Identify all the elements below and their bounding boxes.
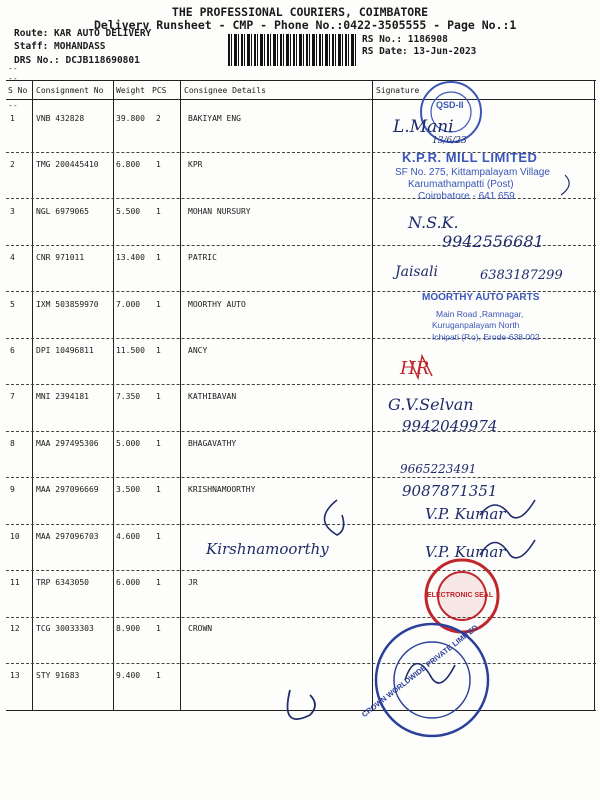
row-consignment-no: TCG 30033303 bbox=[36, 624, 94, 634]
handwritten-phone2-row8: 9087871351 bbox=[402, 482, 498, 500]
row-weight: 6.800 bbox=[116, 160, 141, 170]
row-consignee: KPR bbox=[188, 160, 203, 170]
rs-date: RS Date: 13-Jun-2023 bbox=[362, 46, 477, 57]
rs-number: RS No.: 1186908 bbox=[362, 34, 448, 45]
row-consignment-no: NGL 6979065 bbox=[36, 206, 89, 216]
row-pcs: 2 bbox=[156, 114, 161, 123]
row-sno: 4 bbox=[10, 253, 15, 263]
row-weight: 4.600 bbox=[116, 531, 141, 541]
row-sno: 5 bbox=[10, 299, 15, 309]
handwritten-name-row10: Kirshnamoorthy bbox=[206, 540, 329, 558]
row-consignment-no: DPI 10496811 bbox=[36, 346, 94, 355]
handwritten-sig-row6: HR bbox=[400, 358, 430, 379]
column-header-sno: S No bbox=[8, 86, 28, 95]
column-header-pcs: PCS bbox=[152, 86, 167, 95]
row-consignee: ANCY bbox=[188, 346, 208, 355]
row-sno: 7 bbox=[10, 392, 15, 402]
handwritten-phone1-row8: 9665223491 bbox=[400, 462, 477, 476]
row-consignee: MOORTHY AUTO bbox=[188, 299, 246, 309]
row-weight: 7.000 bbox=[116, 299, 141, 309]
dash-mark: -- bbox=[8, 64, 18, 73]
handwritten-phone-row3: 9942556681 bbox=[442, 232, 544, 251]
row-consignment-no: MAA 297096703 bbox=[36, 531, 99, 541]
row-pcs: 1 bbox=[156, 670, 161, 680]
handwritten-sig-row10: V.P. Kumar bbox=[425, 543, 506, 561]
row-consignee: JR bbox=[188, 578, 198, 587]
signature-scribble bbox=[325, 500, 344, 535]
row-weight: 39.800 bbox=[116, 114, 145, 123]
row-consignment-no: MAA 297096669 bbox=[36, 485, 99, 495]
column-header-consignment: Consignment No bbox=[36, 86, 104, 95]
row-sno: 9 bbox=[10, 485, 15, 495]
row-weight: 6.000 bbox=[116, 578, 141, 587]
row-sno: 6 bbox=[10, 346, 15, 355]
signature-scribble bbox=[288, 690, 316, 719]
row-consignment-no: STY 91683 bbox=[36, 670, 80, 680]
row-weight: 13.400 bbox=[116, 253, 145, 263]
moorthy-stamp-line3: Ichipati (P.o), Erode-638 002 bbox=[432, 332, 540, 342]
kpr-stamp-name: K.P.R. MILL LIMITED bbox=[402, 150, 538, 165]
column-header-consignee: Consignee Details bbox=[184, 86, 266, 95]
route-label: Route: KAR AUTO DELIVERY bbox=[14, 28, 152, 39]
dash-mark: -- bbox=[8, 74, 18, 83]
row-consignee: BHAGAVATHY bbox=[188, 438, 237, 448]
row-pcs: 1 bbox=[156, 160, 161, 170]
column-header-signature: Signature bbox=[376, 86, 420, 95]
kpr-stamp-line2: Karumathampatti (Post) bbox=[408, 179, 514, 190]
moorthy-stamp-line2: Kuruganpalayam North bbox=[432, 320, 520, 330]
crown-seal-text: CROWN WORLDWIDE PRIVATE LIMITED bbox=[360, 622, 480, 720]
row-pcs: 1 bbox=[156, 346, 161, 355]
kpr-stamp-line1: SF No. 275, Kittampalayam Village bbox=[395, 167, 550, 178]
signature-scribble bbox=[561, 175, 569, 195]
row-pcs: 1 bbox=[156, 253, 161, 263]
crown-seal-outer bbox=[376, 624, 488, 736]
row-consignment-no: MAA 297495306 bbox=[36, 438, 99, 448]
row-consignment-no: MNI 2394181 bbox=[36, 392, 89, 402]
row-pcs: 1 bbox=[156, 299, 161, 309]
company-title: THE PROFESSIONAL COURIERS, COIMBATORE bbox=[171, 5, 429, 19]
row-consignment-no: IXM 503859970 bbox=[36, 299, 99, 309]
row-consignment-no: TMG 200445410 bbox=[36, 160, 99, 170]
row-consignment-no: TRP 6343050 bbox=[36, 578, 89, 587]
row-sno: 1 bbox=[10, 114, 15, 123]
row-sno: 8 bbox=[10, 438, 15, 448]
handwritten-sig-row9: V.P. Kumar bbox=[425, 505, 506, 523]
drs-number: DRS No.: DCJB118690801 bbox=[14, 55, 140, 66]
row-sno: 2 bbox=[10, 160, 15, 170]
row-consignment-no: CNR 971011 bbox=[36, 253, 85, 263]
row-consignee: CROWN bbox=[188, 624, 213, 634]
row-weight: 11.500 bbox=[116, 346, 145, 355]
row-pcs: 1 bbox=[156, 624, 161, 634]
handwritten-sig-row1: L.Mani bbox=[393, 117, 454, 137]
row-consignee: KRISHNAMOORTHY bbox=[188, 485, 256, 495]
row-sno: 3 bbox=[10, 206, 15, 216]
dash-mark: -- bbox=[8, 101, 18, 110]
row-weight: 3.500 bbox=[116, 485, 141, 495]
row-weight: 5.500 bbox=[116, 206, 141, 216]
row-consignment-no: VNB 432828 bbox=[36, 114, 85, 123]
row-weight: 5.000 bbox=[116, 438, 141, 448]
row-weight: 9.400 bbox=[116, 670, 141, 680]
row-consignee: KATHIBAVAN bbox=[188, 392, 237, 402]
row-pcs: 1 bbox=[156, 438, 161, 448]
row-weight: 8.900 bbox=[116, 624, 141, 634]
row-pcs: 1 bbox=[156, 485, 161, 495]
kpr-stamp-line3: Coimbatore - 641 659 bbox=[418, 191, 515, 202]
row-pcs: 1 bbox=[156, 578, 161, 587]
column-header-weight: Weight bbox=[116, 86, 145, 95]
handwritten-sig-row3: N.S.K. bbox=[408, 213, 459, 232]
row-pcs: 1 bbox=[156, 531, 161, 541]
row-sno: 13 bbox=[10, 670, 20, 680]
row-consignee: MOHAN NURSURY bbox=[188, 206, 251, 216]
row-weight: 7.350 bbox=[116, 392, 141, 402]
handwritten-sig-row7: G.V.Selvan bbox=[388, 395, 474, 414]
handwritten-phone-row7: 9942049974 bbox=[402, 417, 498, 435]
row-pcs: 1 bbox=[156, 206, 161, 216]
row-consignee: PATRIC bbox=[188, 253, 217, 263]
row-sno: 12 bbox=[10, 624, 20, 634]
row-sno: 10 bbox=[10, 531, 20, 541]
handwritten-date-row1: 13/6/23 bbox=[432, 136, 467, 146]
row-pcs: 1 bbox=[156, 392, 161, 402]
row-sno: 11 bbox=[10, 578, 20, 587]
staff-label: Staff: MOHANDASS bbox=[14, 41, 106, 52]
handwritten-sig-row4: Jaisali bbox=[395, 264, 438, 280]
runsheet-title: Deliverv Runsheet - CMP - Phone No.:0422-3505555 - Page No.:1 bbox=[94, 18, 517, 32]
round-seal-code: QSD-II bbox=[436, 100, 464, 110]
moorthy-stamp-name: MOORTHY AUTO PARTS bbox=[422, 292, 540, 303]
row-consignee: BAKIYAM ENG bbox=[188, 114, 241, 123]
electronic-seal-text: ELECTRONIC SEAL bbox=[427, 592, 494, 599]
handwritten-phone-row4: 6383187299 bbox=[480, 268, 563, 283]
moorthy-stamp-line1: Main Road ,Ramnagar, bbox=[436, 309, 524, 319]
